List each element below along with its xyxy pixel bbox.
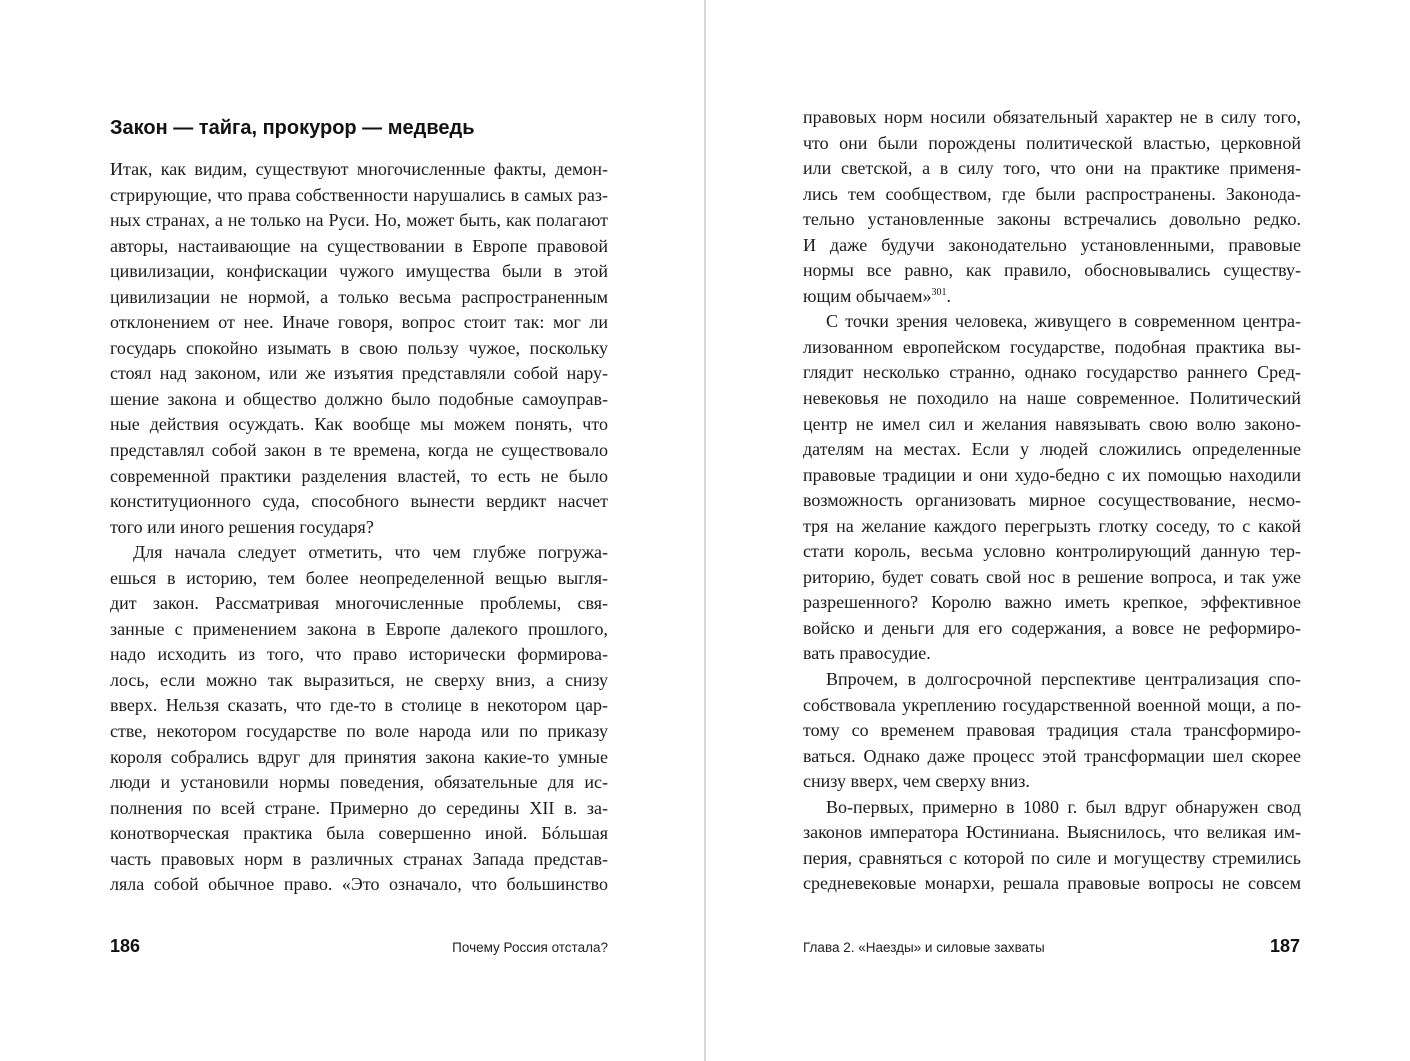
text-line: тельно установленные законы встречались довольно редко. (803, 209, 1301, 230)
text-line: современной практики разделения властей, то есть не было (110, 465, 608, 486)
text-line: центр не имел сил и желания навязывать свою волю законо- (803, 413, 1301, 434)
page-number: 186 (110, 936, 141, 956)
text-line: занные с применением закона в Европе далекого прошлого, (110, 618, 608, 639)
text-fragment: ющим обычаем» (803, 285, 932, 306)
text-line: снизу вверх, чем сверху вниз. (803, 771, 1030, 792)
text-line: конституционного суда, способного вынести вердикт насчет (110, 491, 608, 512)
text-line: государь спокойно изымать в свою пользу чужое, поскольку (110, 337, 608, 358)
text-line: что они были порождены политической властью, церковной (803, 132, 1301, 153)
text-line: С точки зрения человека, живущего в современном центра- (826, 311, 1301, 332)
right-page (706, 0, 1410, 1061)
text-line: стати король, весьма условно контролирующий данную тер- (803, 541, 1301, 562)
text-line: цивилизации не нормой, а только весьма распространенным (110, 286, 608, 307)
text-line: тря на желание каждого перегрызть глотку соседу, то с какой (803, 515, 1301, 536)
text-line: представлял собой закон в те времена, когда не существовало (110, 440, 608, 461)
left-body-text (110, 157, 608, 898)
text-line: короля собрались вдруг для принятия закона какие-то умные (110, 746, 608, 767)
text-line: стве, некотором государстве по воле народа или по приказу (110, 721, 608, 742)
page-number: 187 (1269, 936, 1300, 956)
text-line: глядит несколько странно, однако государство раннего Сред- (803, 362, 1301, 383)
text-line: ваться. Однако даже процесс этой трансформации шел скорее (803, 745, 1301, 766)
text-line: конотворческая практика была совершенно иной. Бóльшая (110, 823, 608, 844)
text-fragment: . (946, 285, 952, 306)
text-line: шение закона и общество должно было подобные самоуправ- (110, 388, 608, 409)
text-line: И даже будучи законодательно установленными, правовые (803, 234, 1301, 255)
text-line: лизованном европейском государстве, подобная практика вы- (803, 336, 1301, 357)
text-line: стоял над законом, или же изъятия представляли собой нару- (110, 363, 608, 384)
text-line: того или иного решения государя? (110, 516, 374, 537)
text-line: ляла собой обычное право. «Это означало, что большинство (110, 874, 608, 895)
text-line: лись тем сообществом, где были распространены. Законода- (803, 183, 1301, 204)
text-line: вать правосудие. (803, 643, 931, 664)
text-line: Итак, как видим, существуют многочисленные факты, демон- (110, 159, 608, 179)
text-line (803, 284, 1301, 310)
text-line: Для начала следует отметить, что чем глубже погружа- (133, 542, 608, 563)
left-page (0, 0, 704, 1061)
right-body-text (803, 105, 1301, 897)
text-line: полнения по всей стране. Примерно до середины XII в. за- (110, 797, 608, 818)
text-line: Во-первых, примерно в 1080 г. был вдруг обнаружен свод (826, 796, 1301, 817)
text-line: отклонением от нее. Иначе говоря, вопрос стоит так: мог ли (110, 312, 608, 333)
text-line: перия, сравняться с которой по силе и могуществу стремились (803, 847, 1301, 868)
text-line: вверх. Нельзя сказать, что где-то в столице в некотором цар- (110, 695, 608, 716)
text-line: риторию, будет совать свой нос в решение вопроса, и так уже (803, 566, 1301, 587)
text-line: возможность организовать мирное сосуществование, несмо- (803, 490, 1301, 511)
text-line: войско и деньги для его содержания, а вовсе не реформиро- (803, 617, 1301, 638)
text-line: разрешенного? Королю важно иметь крепкое, эффективное (803, 592, 1301, 613)
text-line: собствовала укреплению государственной военной мощи, а по- (803, 694, 1301, 715)
text-line: ные действия осуждать. Как вообще мы можем понять, что (110, 414, 608, 435)
text-line: авторы, настаивающие на существовании в Европе правовой (110, 235, 608, 256)
text-line: дит закон. Рассматривая многочисленные проблемы, свя- (110, 593, 608, 614)
running-head: Глава 2. «Наезды» и силовые захваты (803, 940, 1045, 955)
text-line: надо исходить из того, что право исторически формирова- (110, 644, 608, 665)
section-heading: Закон — тайга, прокурор — медведь (110, 117, 475, 139)
text-line: цивилизации, конфискации чужого имущества были в этой (110, 261, 608, 282)
text-line: часть правовых норм в различных странах Запада представ- (110, 848, 608, 869)
text-line: нормы все равно, как правило, обосновывались существу- (803, 260, 1301, 281)
text-line: лось, если можно так выразиться, не сверху вниз, а снизу (110, 669, 608, 690)
text-line: ных странах, а не только на Руси. Но, может быть, как полагают (110, 210, 608, 231)
text-line: невековья не походило на наше современное. Политический (803, 388, 1301, 409)
text-line: правовые традиции и они худо-бедно с их помощью находили (803, 464, 1301, 485)
text-line: стрирующие, что права собственности нарушались в самых раз- (110, 184, 608, 205)
running-head: Почему Россия отстала? (452, 940, 608, 955)
text-line: правовых норм носили обязательный характер не в силу того, (803, 107, 1301, 127)
text-line: дателям на местах. Если у людей сложились определенные (803, 439, 1301, 460)
text-line: тому со временем правовая традиция стала трансформиро- (803, 720, 1301, 741)
text-line: Впрочем, в долгосрочной перспективе централизация спо- (826, 669, 1301, 690)
text-line: или светской, а в силу того, что они на практике применя- (803, 158, 1301, 179)
text-line: законов императора Юстиниана. Выяснилось, что великая им- (803, 822, 1301, 843)
text-line: ешься в историю, тем более неопределенной вещью выгля- (110, 567, 608, 588)
text-line: средневековые монархи, решала правовые вопросы не совсем (803, 873, 1301, 894)
footnote-ref: 301 (931, 286, 947, 298)
text-line: люди и установили нормы поведения, обязательные для ис- (110, 772, 608, 793)
